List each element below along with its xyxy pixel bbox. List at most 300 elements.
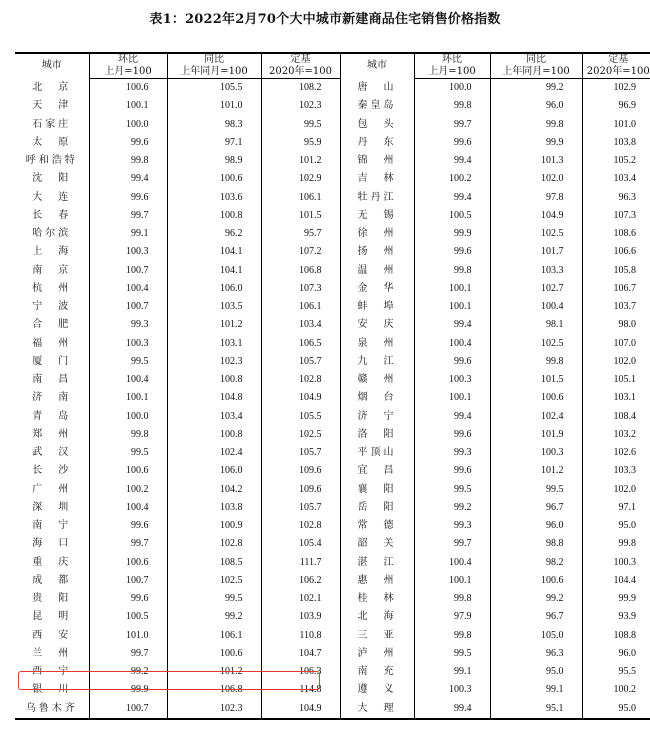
city-name: 大 连 [32, 191, 72, 203]
city-name: 南 京 [32, 264, 72, 276]
yoy-value-right: 99.8 [490, 353, 582, 371]
city-name: 呼和浩特 [25, 155, 78, 167]
mom-value-right: 99.1 [414, 663, 490, 681]
city-name: 宁 波 [32, 301, 72, 313]
yoy-value: 103.6 [167, 189, 261, 207]
mom-value: 100.4 [89, 280, 167, 298]
mom-value: 100.7 [89, 700, 167, 719]
mom-value-right: 99.4 [414, 152, 490, 170]
base-value: 106.5 [261, 335, 340, 353]
city-name-right: 泸 州 [340, 645, 414, 663]
table-row [15, 572, 650, 590]
city-name: 福 州 [32, 337, 72, 349]
table-row [15, 627, 650, 645]
city-name: 长 春 [32, 209, 72, 221]
yoy-value-right: 102.4 [490, 408, 582, 426]
yoy-value-right: 102.0 [490, 170, 582, 188]
city-name: 长 沙 [32, 465, 72, 477]
table-body [15, 79, 650, 719]
city-name: 深 圳 [32, 501, 72, 513]
yoy-value-right: 105.0 [490, 627, 582, 645]
mom-value: 100.4 [89, 371, 167, 389]
col-header-mom: 环比 [89, 53, 167, 66]
col-subheader-mom-2: 上月=100 [414, 66, 490, 79]
mom-value-right: 99.8 [414, 262, 490, 280]
mom-value: 100.6 [89, 79, 167, 98]
table-row [15, 481, 650, 499]
base-value: 103.9 [261, 608, 340, 626]
city-name-right: 泉 州 [340, 335, 414, 353]
table-row [15, 444, 650, 462]
yoy-value: 99.5 [167, 590, 261, 608]
base-value-right: 107.0 [582, 335, 650, 353]
table-row [15, 608, 650, 626]
city-name-right: 安 庆 [340, 316, 414, 334]
mom-value-right: 99.4 [414, 408, 490, 426]
mom-value: 100.1 [89, 389, 167, 407]
mom-value-right: 99.3 [414, 517, 490, 535]
base-value-right: 105.2 [582, 152, 650, 170]
base-value: 102.1 [261, 590, 340, 608]
yoy-value-right: 98.8 [490, 535, 582, 553]
col-subheader-base: 2020年=100 [261, 66, 340, 79]
base-value-right: 102.0 [582, 353, 650, 371]
city-name-right: 北 海 [340, 608, 414, 626]
yoy-value-right: 99.1 [490, 681, 582, 699]
base-value: 105.5 [261, 408, 340, 426]
yoy-value: 103.5 [167, 298, 261, 316]
base-value-right: 103.3 [582, 462, 650, 480]
city-name-right: 洛 阳 [340, 426, 414, 444]
yoy-value: 104.1 [167, 262, 261, 280]
yoy-value: 100.6 [167, 645, 261, 663]
yoy-value-right: 100.4 [490, 298, 582, 316]
city-name-right: 扬 州 [340, 243, 414, 261]
col-header-city-2: 城市 [340, 53, 414, 79]
mom-value: 100.0 [89, 408, 167, 426]
col-header-base: 定基 [261, 53, 340, 66]
city-name-right: 包 头 [340, 116, 414, 134]
mom-value-right: 99.8 [414, 97, 490, 115]
mom-value: 99.7 [89, 207, 167, 225]
col-subheader-mom: 上月=100 [89, 66, 167, 79]
city-name-right: 平顶山 [340, 444, 414, 462]
base-value-right: 96.9 [582, 97, 650, 115]
city-name: 西 宁 [32, 666, 72, 678]
table-row [15, 298, 650, 316]
mom-value-right: 100.1 [414, 298, 490, 316]
table-row [15, 517, 650, 535]
city-name: 海 口 [32, 538, 72, 550]
mom-value: 100.7 [89, 572, 167, 590]
table-row [15, 462, 650, 480]
yoy-value: 102.3 [167, 353, 261, 371]
base-value: 95.7 [261, 225, 340, 243]
base-value: 109.6 [261, 481, 340, 499]
mom-value-right: 99.6 [414, 353, 490, 371]
table-row [15, 243, 650, 261]
base-value: 102.3 [261, 97, 340, 115]
city-name: 贵 阳 [32, 593, 72, 605]
city-name-right: 遵 义 [340, 681, 414, 699]
table-row [15, 700, 650, 719]
table-row [15, 645, 650, 663]
yoy-value: 102.8 [167, 535, 261, 553]
base-value: 102.8 [261, 517, 340, 535]
table-row [15, 426, 650, 444]
yoy-value: 97.1 [167, 134, 261, 152]
yoy-value: 100.6 [167, 170, 261, 188]
yoy-value-right: 101.5 [490, 371, 582, 389]
mom-value: 99.6 [89, 590, 167, 608]
city-name-right: 徐 州 [340, 225, 414, 243]
yoy-value: 106.0 [167, 462, 261, 480]
yoy-value: 108.5 [167, 554, 261, 572]
mom-value: 100.6 [89, 554, 167, 572]
yoy-value-right: 100.6 [490, 389, 582, 407]
yoy-value-right: 99.5 [490, 481, 582, 499]
table-row [15, 335, 650, 353]
city-name-right: 烟 台 [340, 389, 414, 407]
city-name: 南 宁 [32, 520, 72, 532]
yoy-value: 106.1 [167, 627, 261, 645]
mom-value: 99.6 [89, 189, 167, 207]
yoy-value-right: 99.9 [490, 134, 582, 152]
price-index-table [15, 52, 650, 720]
city-name: 成 都 [32, 574, 72, 586]
base-value-right: 102.9 [582, 79, 650, 98]
base-value-right: 100.3 [582, 554, 650, 572]
mom-value-right: 99.4 [414, 189, 490, 207]
city-name: 青 岛 [32, 410, 72, 422]
city-name-right: 蚌 埠 [340, 298, 414, 316]
table-row [15, 262, 650, 280]
mom-value-right: 99.5 [414, 481, 490, 499]
yoy-value-right: 103.3 [490, 262, 582, 280]
mom-value: 99.8 [89, 426, 167, 444]
highlight-box [18, 671, 320, 690]
base-value-right: 105.1 [582, 371, 650, 389]
city-name: 武 汉 [32, 447, 72, 459]
yoy-value-right: 98.1 [490, 316, 582, 334]
mom-value-right: 99.4 [414, 316, 490, 334]
mom-value: 100.7 [89, 298, 167, 316]
base-value: 99.5 [261, 116, 340, 134]
yoy-value: 103.8 [167, 499, 261, 517]
city-name: 沈 阳 [32, 173, 72, 185]
mom-value-right: 100.1 [414, 280, 490, 298]
base-value: 104.9 [261, 700, 340, 719]
mom-value: 100.5 [89, 608, 167, 626]
base-value: 102.5 [261, 426, 340, 444]
mom-value-right: 99.2 [414, 499, 490, 517]
col-header-mom-2: 环比 [414, 53, 490, 66]
mom-value: 100.4 [89, 499, 167, 517]
mom-value-right: 99.4 [414, 700, 490, 719]
base-value: 105.7 [261, 444, 340, 462]
yoy-value-right: 96.7 [490, 608, 582, 626]
base-value: 104.7 [261, 645, 340, 663]
table-row [15, 316, 650, 334]
city-name-right: 宜 昌 [340, 462, 414, 480]
table-row [15, 280, 650, 298]
base-value-right: 106.6 [582, 243, 650, 261]
yoy-value-right: 97.8 [490, 189, 582, 207]
yoy-value: 99.2 [167, 608, 261, 626]
city-name-right: 吉 林 [340, 170, 414, 188]
base-value: 104.9 [261, 389, 340, 407]
base-value: 106.8 [261, 262, 340, 280]
city-name: 哈尔滨 [32, 228, 72, 240]
col-header-base-2: 定基 [582, 53, 650, 66]
city-name-right: 金 华 [340, 280, 414, 298]
city-name-right: 湛 江 [340, 554, 414, 572]
city-name-right: 锦 州 [340, 152, 414, 170]
city-name: 兰 州 [32, 647, 72, 659]
mom-value: 99.8 [89, 152, 167, 170]
base-value: 102.9 [261, 170, 340, 188]
base-value: 108.2 [261, 79, 340, 98]
city-name-right: 常 德 [340, 517, 414, 535]
base-value-right: 95.0 [582, 517, 650, 535]
mom-value: 99.5 [89, 444, 167, 462]
city-name: 上 海 [32, 246, 72, 258]
mom-value: 100.0 [89, 116, 167, 134]
mom-value-right: 100.4 [414, 335, 490, 353]
mom-value: 99.1 [89, 225, 167, 243]
mom-value-right: 100.3 [414, 371, 490, 389]
city-name-right: 赣 州 [340, 371, 414, 389]
mom-value: 101.0 [89, 627, 167, 645]
base-value: 110.8 [261, 627, 340, 645]
table-row [15, 207, 650, 225]
yoy-value-right: 99.8 [490, 116, 582, 134]
city-name: 郑 州 [32, 428, 72, 440]
table-row [15, 590, 650, 608]
mom-value: 100.2 [89, 481, 167, 499]
base-value-right: 95.5 [582, 663, 650, 681]
base-value: 101.5 [261, 207, 340, 225]
city-name-right: 襄 阳 [340, 481, 414, 499]
base-value-right: 103.4 [582, 170, 650, 188]
yoy-value-right: 102.7 [490, 280, 582, 298]
mom-value: 99.7 [89, 645, 167, 663]
city-name: 昆 明 [32, 611, 72, 623]
base-value-right: 93.9 [582, 608, 650, 626]
yoy-value: 106.0 [167, 280, 261, 298]
mom-value-right: 97.9 [414, 608, 490, 626]
base-value: 111.7 [261, 554, 340, 572]
yoy-value-right: 99.2 [490, 590, 582, 608]
city-name-right: 桂 林 [340, 590, 414, 608]
base-value-right: 95.0 [582, 700, 650, 719]
city-name: 济 南 [32, 392, 72, 404]
yoy-value: 102.5 [167, 572, 261, 590]
city-name: 银 川 [32, 684, 72, 696]
col-header-yoy-2: 同比 [490, 53, 582, 66]
city-name-right: 唐 山 [340, 79, 414, 98]
mom-value-right: 100.2 [414, 170, 490, 188]
yoy-value: 103.1 [167, 335, 261, 353]
city-name-right: 南 充 [340, 663, 414, 681]
base-value-right: 103.1 [582, 389, 650, 407]
yoy-value: 105.5 [167, 79, 261, 98]
mom-value: 100.6 [89, 462, 167, 480]
city-name-right: 惠 州 [340, 572, 414, 590]
table-row [15, 535, 650, 553]
mom-value: 99.6 [89, 134, 167, 152]
yoy-value: 100.8 [167, 371, 261, 389]
city-name-right: 岳 阳 [340, 499, 414, 517]
base-value-right: 96.3 [582, 189, 650, 207]
base-value-right: 107.3 [582, 207, 650, 225]
col-header-yoy: 同比 [167, 53, 261, 66]
base-value-right: 102.0 [582, 481, 650, 499]
mom-value: 99.9 [89, 681, 167, 699]
yoy-value-right: 96.3 [490, 645, 582, 663]
city-name: 广 州 [32, 483, 72, 495]
yoy-value-right: 101.3 [490, 152, 582, 170]
yoy-value-right: 96.0 [490, 97, 582, 115]
yoy-value-right: 101.2 [490, 462, 582, 480]
table-row [15, 389, 650, 407]
mom-value-right: 99.9 [414, 225, 490, 243]
yoy-value: 104.1 [167, 243, 261, 261]
mom-value-right: 100.1 [414, 572, 490, 590]
city-name-right: 牡丹江 [340, 189, 414, 207]
mom-value: 99.3 [89, 316, 167, 334]
yoy-value: 100.8 [167, 426, 261, 444]
yoy-value-right: 96.0 [490, 517, 582, 535]
base-value-right: 104.4 [582, 572, 650, 590]
yoy-value: 101.0 [167, 97, 261, 115]
table-row [15, 499, 650, 517]
city-name: 西 安 [32, 629, 72, 641]
mom-value-right: 99.3 [414, 444, 490, 462]
mom-value-right: 99.6 [414, 134, 490, 152]
mom-value-right: 100.4 [414, 554, 490, 572]
mom-value: 100.7 [89, 262, 167, 280]
yoy-value: 104.2 [167, 481, 261, 499]
base-value-right: 97.1 [582, 499, 650, 517]
yoy-value: 100.9 [167, 517, 261, 535]
yoy-value: 96.2 [167, 225, 261, 243]
city-name-right: 温 州 [340, 262, 414, 280]
yoy-value-right: 102.5 [490, 225, 582, 243]
base-value-right: 108.6 [582, 225, 650, 243]
city-name: 杭 州 [32, 282, 72, 294]
city-name-right: 九 江 [340, 353, 414, 371]
city-name-right: 大 理 [340, 700, 414, 719]
yoy-value-right: 101.7 [490, 243, 582, 261]
base-value: 114.8 [261, 681, 340, 699]
mom-value-right: 100.0 [414, 79, 490, 98]
base-value: 106.1 [261, 298, 340, 316]
city-name: 合 肥 [32, 319, 72, 331]
base-value-right: 100.2 [582, 681, 650, 699]
base-value-right: 99.8 [582, 535, 650, 553]
mom-value-right: 99.6 [414, 426, 490, 444]
base-value: 105.7 [261, 499, 340, 517]
yoy-value: 102.3 [167, 700, 261, 719]
city-name: 石家庄 [32, 118, 72, 130]
base-value: 106.3 [261, 663, 340, 681]
table-row [15, 134, 650, 152]
base-value-right: 108.8 [582, 627, 650, 645]
base-value: 107.3 [261, 280, 340, 298]
yoy-value: 98.3 [167, 116, 261, 134]
mom-value-right: 99.8 [414, 627, 490, 645]
base-value-right: 98.0 [582, 316, 650, 334]
yoy-value-right: 95.1 [490, 700, 582, 719]
yoy-value: 101.2 [167, 316, 261, 334]
table-row [15, 97, 650, 115]
col-subheader-yoy-2: 上年同月=100 [490, 66, 582, 79]
col-subheader-yoy: 上年同月=100 [167, 66, 261, 79]
mom-value: 100.1 [89, 97, 167, 115]
city-name: 南 昌 [32, 374, 72, 386]
city-name-right: 无 锡 [340, 207, 414, 225]
col-subheader-base-2: 2020年=100 [582, 66, 650, 79]
city-name-right: 韶 关 [340, 535, 414, 553]
mom-value-right: 100.1 [414, 389, 490, 407]
table-row [15, 371, 650, 389]
table-row [15, 554, 650, 572]
city-name-right: 三 亚 [340, 627, 414, 645]
yoy-value: 102.4 [167, 444, 261, 462]
mom-value: 99.4 [89, 170, 167, 188]
mom-value: 100.3 [89, 243, 167, 261]
base-value: 109.6 [261, 462, 340, 480]
mom-value-right: 99.6 [414, 462, 490, 480]
base-value: 95.9 [261, 134, 340, 152]
city-name-right: 丹 东 [340, 134, 414, 152]
yoy-value-right: 102.5 [490, 335, 582, 353]
base-value: 106.1 [261, 189, 340, 207]
mom-value-right: 99.8 [414, 590, 490, 608]
base-value: 102.8 [261, 371, 340, 389]
base-value-right: 96.0 [582, 645, 650, 663]
city-name-right: 秦皇岛 [340, 97, 414, 115]
yoy-value-right: 98.2 [490, 554, 582, 572]
city-name: 天 津 [32, 100, 72, 112]
mom-value: 99.7 [89, 535, 167, 553]
base-value-right: 102.6 [582, 444, 650, 462]
table-row [15, 189, 650, 207]
base-value: 101.2 [261, 152, 340, 170]
base-value: 107.2 [261, 243, 340, 261]
yoy-value: 101.2 [167, 663, 261, 681]
base-value-right: 103.8 [582, 134, 650, 152]
col-header-city: 城市 [15, 53, 89, 79]
mom-value-right: 99.5 [414, 645, 490, 663]
base-value-right: 99.9 [582, 590, 650, 608]
yoy-value-right: 95.0 [490, 663, 582, 681]
city-name: 太 原 [32, 136, 72, 148]
yoy-value-right: 99.2 [490, 79, 582, 98]
table-row [15, 225, 650, 243]
table-row [15, 408, 650, 426]
yoy-value: 100.8 [167, 207, 261, 225]
table-row [15, 152, 650, 170]
city-name: 乌鲁木齐 [15, 700, 89, 719]
yoy-value-right: 104.9 [490, 207, 582, 225]
city-name-right: 济 宁 [340, 408, 414, 426]
base-value-right: 101.0 [582, 116, 650, 134]
mom-value-right: 99.7 [414, 535, 490, 553]
city-name: 北 京 [32, 81, 72, 93]
yoy-value-right: 101.9 [490, 426, 582, 444]
